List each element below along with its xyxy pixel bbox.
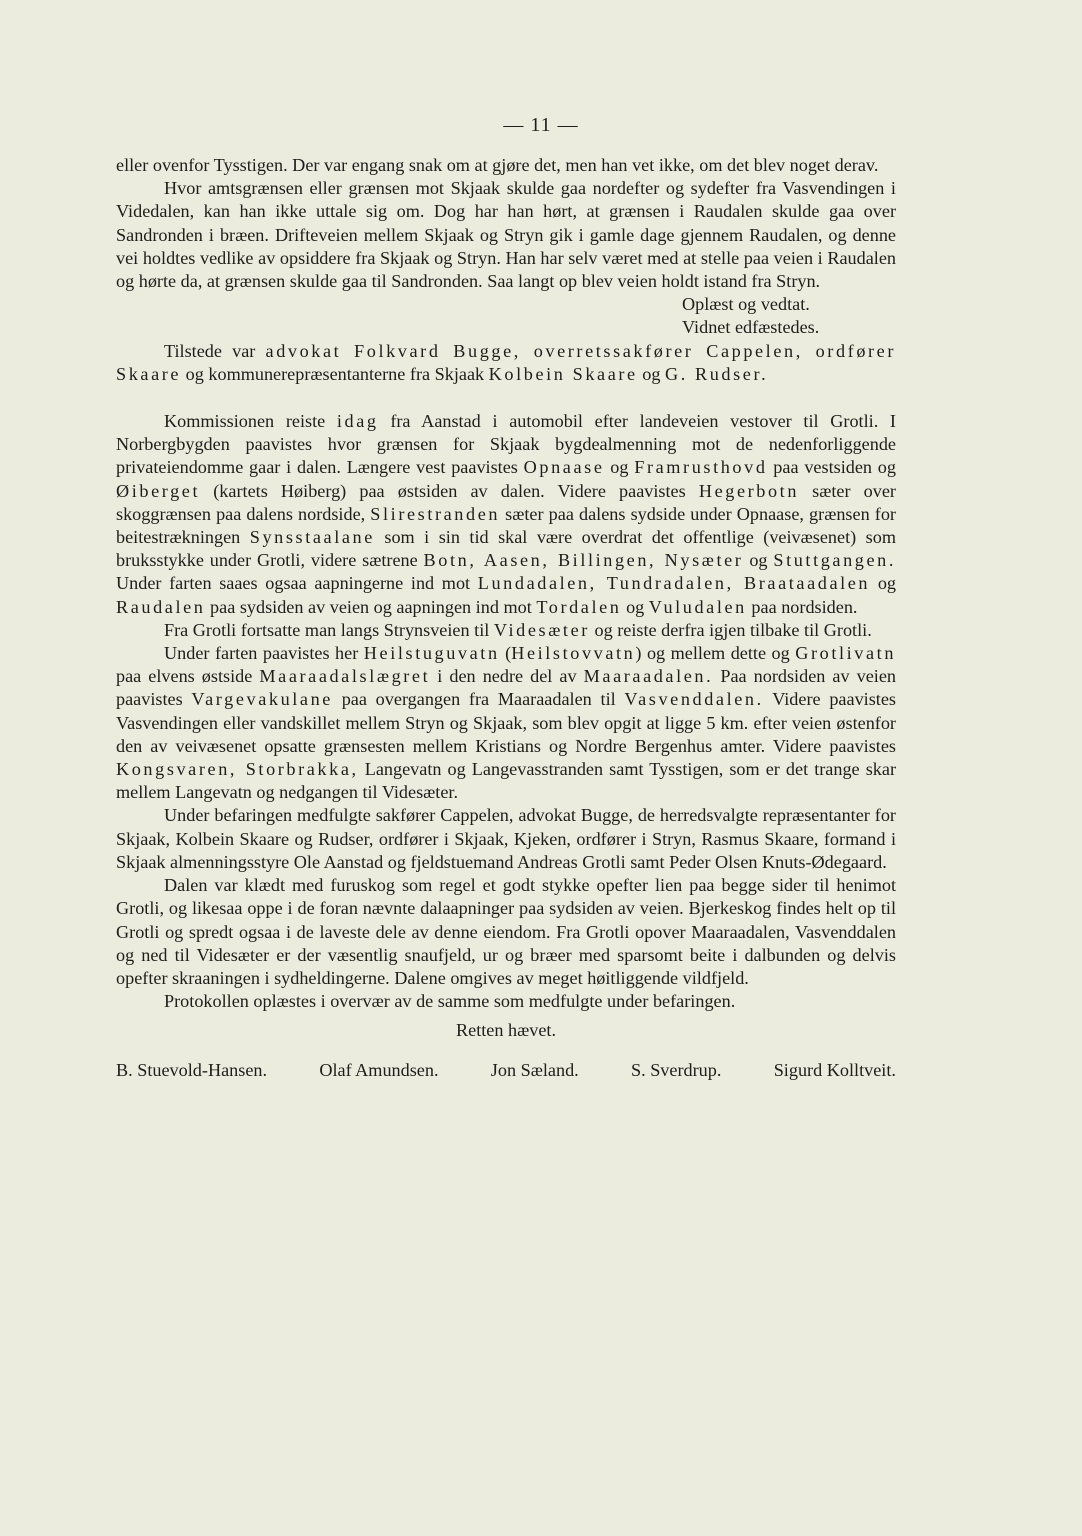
paragraph-2: Hvor amtsgrænsen eller grænsen mot Skjaak skulde gaa nordefter og sydefter fra Vasvendingen i Videdalen, kan han ikke uttale sig om. Dog har han hørt, at grænsen i Raudalen skulde gaa over Sandronden i bræen. Drifteveien mellem Skjaak og Stryn gik i gamle dage gjennem Raudalen, og denne vei holdtes vedlike av opsiddere fra Skjaak og Stryn. Han har selv været med at stelle paa veien i Raudalen og hørte da, at grænsen skulde gaa til Sandronden. Saa langt op blev veien holdt istand fra Stryn. bbox=[116, 178, 896, 292]
signature-1: B. Stuevold-Hansen. bbox=[116, 1059, 268, 1080]
signature-4: S. Sverdrup. bbox=[630, 1059, 722, 1080]
paragraph-1: eller ovenfor Tysstigen. Der var engang snak om at gjøre det, men han vet ikke, om det blev noget derav. bbox=[116, 155, 879, 175]
paragraph-6: Under befaringen medfulgte sakfører Cappelen, advokat Bugge, de herredsvalgte repræsentanter for Skjaak, Kolbein Skaare og Rudser, ordfører i Skjaak, Kjeken, ordfører i Stryn, Rasmus Skaare, formand i Skjaak almenningsstyre Ole Aanstad og fjeldstuemand Andreas Grotli samt Peder Olsen Knuts-Ødegaard. bbox=[116, 805, 896, 872]
read-approved: Oplæst og vedtat. bbox=[682, 294, 810, 315]
paragraph-4: Fra Grotli fortsatte man langs Strynsveien til Videsæter og reiste derfra igjen tilbake til Grotli. bbox=[164, 619, 872, 640]
page-number: — 11 — bbox=[503, 114, 579, 136]
paragraph-5: Under farten paavistes her Heilstuguvatn (Heilstovvatn) og mellem dette og Grotlivatn paa elvens østside Maaraadalslægret i den nedre del av Maaraadalen. Paa nordsiden av veien paavistes Vargevakulane paa overgangen fra Maaraadalen til Vasvenddalen. Videre paavistes Vasvendingen eller vandskillet mellem Stryn og Skjaak, som blev opgit at ligge 5 km. efter veien østenfor den av veivæsenet opsatte grænsesten mellem Kristians og Nordre Bergenhus amter. Videre paavistes Kongsvaren, Storbrakka, Langevatn og Langevasstranden samt Tysstigen, som er det trange skar mellem Langevatn og nedgangen til Videsæter. bbox=[116, 643, 897, 803]
paragraph-present: Tilstede var advokat Folkvard Bugge, overretssakfører Cappelen, ordfører Skaare og kommunerepræsentanterne fra Skjaak Kolbein Skaare og G. Rudser. bbox=[116, 340, 896, 384]
paragraph-8: Protokollen oplæstes i overvær av de samme som medfulgte under befaringen. bbox=[164, 991, 736, 1012]
body-text bbox=[116, 154, 896, 1082]
paragraph-7: Dalen var klædt med furuskog som regel et godt stykke opefter lien paa begge sider til henimot Grotli, og likesaa oppe i de foran nævnte dalaapninger paa sydsiden av veien. Bjerkeskog findes helt op til Grotli og spredt ogsaa i de laveste dele av denne eiendom. Fra Grotli opover Maaraadalen, Vasvenddalen og ned til Videsæter er der væsentlig snaufjeld, ur og bræer med sparsomt beite i dalbunden og delvis opefter skraaningen i sydheldingerne. Dalene omgives av meget høitliggende vildfjeld. bbox=[116, 875, 896, 988]
signature-line bbox=[116, 1059, 896, 1082]
signature-5: Sigurd Kolltveit. bbox=[773, 1059, 896, 1080]
witness-sworn: Vidnet edfæstedes. bbox=[682, 317, 820, 338]
signature-2: Olaf Amundsen. bbox=[319, 1059, 439, 1080]
signature-3: Jon Sæland. bbox=[490, 1059, 579, 1080]
court-adjourned: Retten hævet. bbox=[455, 1020, 556, 1041]
paragraph-3: Kommissionen reiste idag fra Aanstad i automobil efter landeveien vestover til Grotli. I Norbergbygden paavistes hvor grænsen for Skjaak bygdealmenning mot de nedenforliggende privateiendomme gaar i dalen. Længere vest paavistes Opnaase og Framrusthovd paa vestsiden og Øiberget (kartets Høiberg) paa østsiden av dalen. Videre paavistes Hegerbotn sæter over skoggrænsen paa dalens nordside, Slirestranden sæter paa dalens sydside under Opnaase, grænsen for beitestrækningen Synsstaalane som i sin tid skal være overdrat det offentlige (veivæsenet) som bruksstykke under Grotli, videre sætrene Botn, Aasen, Billingen, Nysæter og Stuttgangen. Under farten saaes ogsaa aapningerne ind mot Lundadalen, Tundradalen, Braataadalen og Raudalen paa sydsiden av veien og aapningen ind mot Tordalen og Vuludalen paa nordsiden. bbox=[116, 411, 897, 617]
